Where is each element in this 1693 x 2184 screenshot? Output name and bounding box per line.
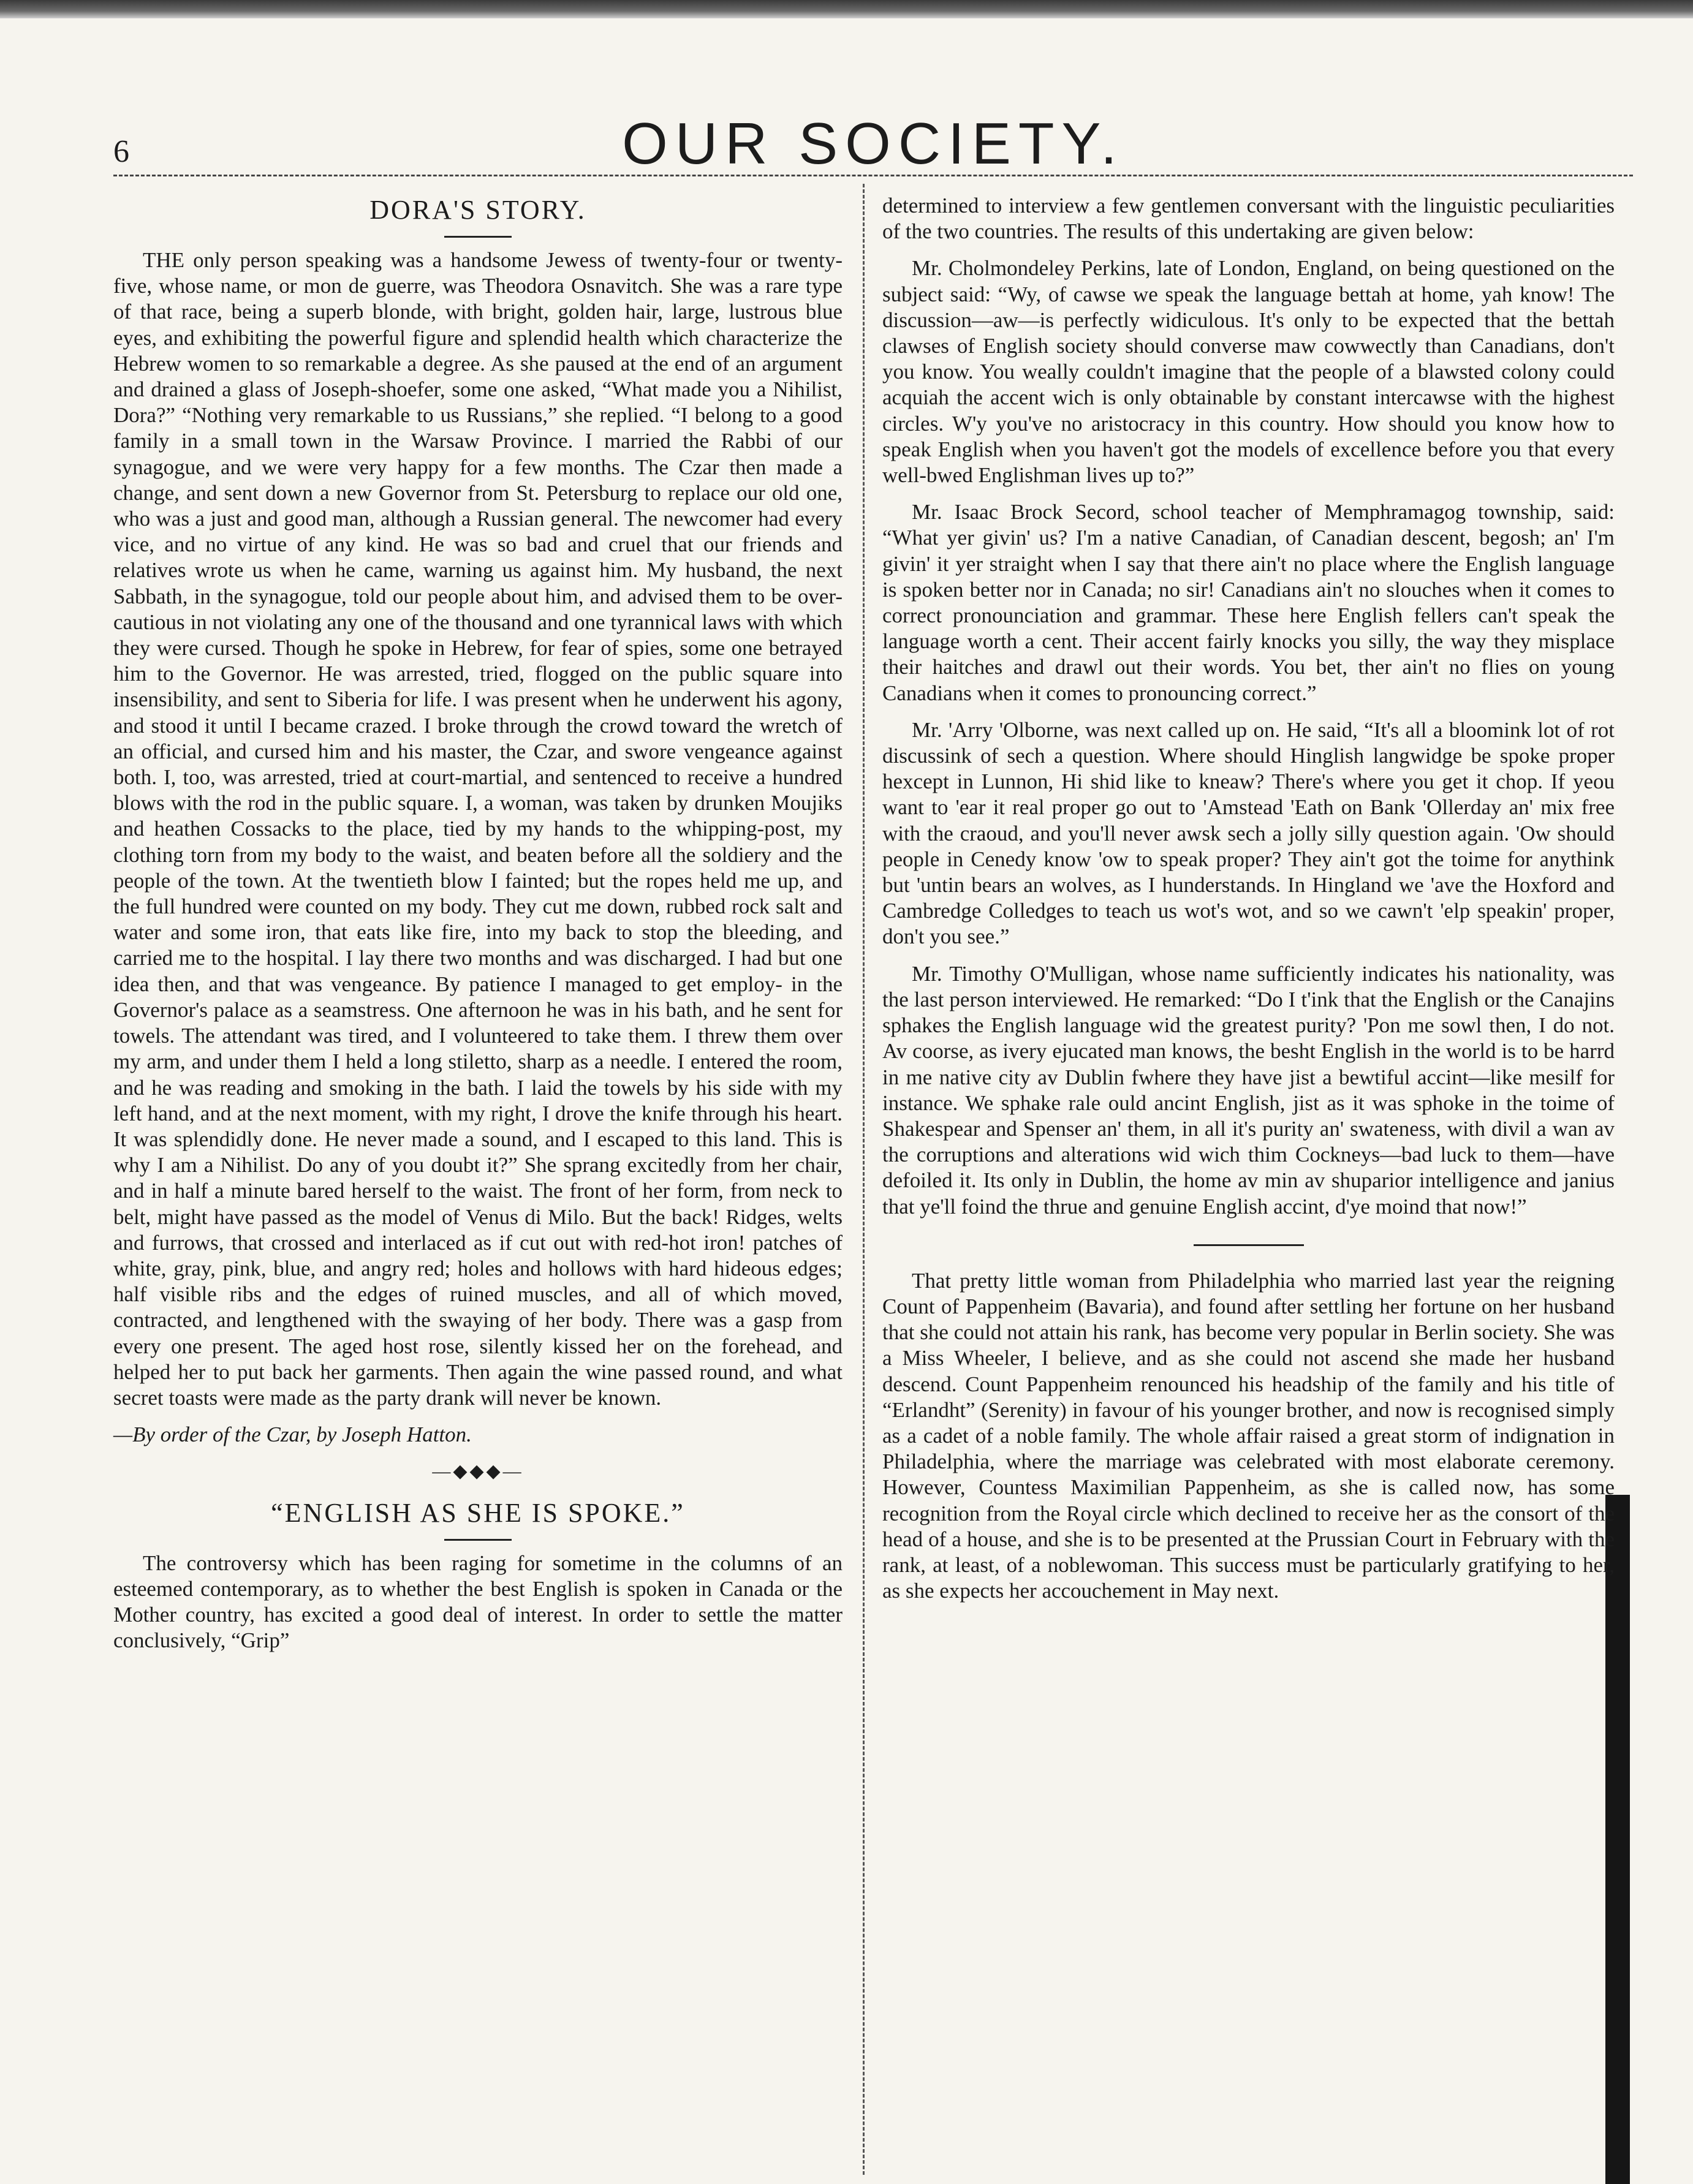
article-title-dora: DORA'S STORY. — [369, 195, 586, 225]
section-ornament: —◆◆◆— — [432, 1461, 524, 1482]
secord-paragraph: Mr. Isaac Brock Secord, school teacher of Memphramagog township, said: “What yer givin' us? I'm a native Canadian, of Canadian descent, begosh; an' I'm givin' it yer straight when I say that there ain't no place where the English language is spoken better nor in Canada; no sir! Canadians ain't no slouches when it comes to correct pronounciation and grammar. These here English fellers can't speak the language worth a cent. Their accent fairly knocks you silly, the way they misplace their haitches and drawl out their words. You bet, ther ain't no flies on young Canadians when it comes to pronouncing correct.” — [882, 500, 1615, 705]
perkins-paragraph: Mr. Cholmondeley Perkins, late of London, England, on being questioned on the subject said: “Wy, of cawse we speak the language bettah at home, yah know! The discussion—aw—is perfectly widiculous. It's only to be expected that the bettah clawses of English society should converse maw cowwectly than Canadians, don't you know. You weally couldn't imagine that the people of a blawsted colony could acquiah the accent wich is only obtainable by constant intercawse with the highest circles. W'y you've no aristocracy in this country. How should you know how to speak English when you haven't got the models of excellence before you that every well-bwed Englishman lives up to?” — [882, 256, 1615, 488]
olborne-paragraph: Mr. 'Arry 'Olborne, was next called up on. He said, “It's all a bloomink lot of rot discussink of sech a question. Where should Hinglish langwidge be spoke proper hexcept in Lunnon, Hi shid like to kneaw? There's where you get it chop. If yeou want to 'ear it real proper go out to 'Amstead 'Eath on Bank 'Ollerday an' mix free with the craoud, and you'll never awsk sech a jolly silly question again. 'Ow should people in Cenedy know 'ow to speak proper? They ain't got the toime for anythink but 'untin bears an wolves, as I hunderstands. In Hingland we 'ave the Hoxford and Cambredge Colledges to teach us wot's wot, and so we cawn't 'elp speakin' proper, don't you see.” — [882, 717, 1615, 949]
header-rule — [113, 175, 1633, 176]
masthead-title: OUR SOCIETY. — [622, 111, 1124, 176]
dora-signature: —By order of the Czar, by Joseph Hatton. — [113, 1423, 472, 1447]
pappenheim-paragraph: That pretty little woman from Philadelphia who married last year the reigning Count of Pappenheim (Bavaria), and found after settling her fortune on her husband that she could not attain his rank, has become very popular in Berlin society. She was a Miss Wheeler, I believe, and as she could not ascend she made her husband descend. Count Pappenheim renounced his headship of the family and his title of “Erlandht” (Serenity) in favour of his younger brother, and now is recognised simply as a cadet of a noble family. The whole affair raised a great storm of indignation in Philadelphia, where the marriage was celebrated with most elaborate ceremony. However, Countess Maximilian Pappenheim, as she is called now, has some recognition from the Royal circle which declined to receive her as the consort of the head of a house, and she is to be presented at the Prussian Court in February with the rank, at least, of a noblewoman. This success must be particularly gratifying to her, as she expects her accouchement in May next. — [882, 1268, 1615, 1603]
omulligan-paragraph: Mr. Timothy O'Mulligan, whose name sufficiently indicates his nationality, was the last person interviewed. He remarked: “Do I t'ink that the English or the Canajins sphakes the English language wid the greatest purity? 'Pon me sowl then, I do not. Av coorse, as ivery ejucated man knows, the besht English in the world is to be harrd in me native city av Dublin fwhere they have jist a bewtiful accint—like mesilf for instance. We sphake rale ould ancint English, jist as it was sphoke in the toime of Shakespear and Spenser an' them, in all it's purity an' swateness, with divil a wan av the corruptions and alterations wid wich thim Cockneys—bad luck to them—have defoiled it. Its only in Dublin, the home av min av shuparior intelligence and janius that ye'll foind the thrue and genuine English accint, d'ye moind that now!” — [882, 961, 1615, 1219]
english-intro-continued: determined to interview a few gentlemen conversant with the linguistic peculiarities of the two countries. The results of this undertaking are given below: — [882, 194, 1615, 244]
page-header — [113, 110, 1633, 178]
scan-top-edge — [0, 0, 1693, 18]
left-column — [113, 193, 843, 1664]
column-divider — [863, 184, 865, 2175]
title-underline — [444, 1539, 512, 1541]
english-intro-paragraph: The controversy which has been raging for sometime in the columns of an esteemed contemporary, as to whether the best English is spoken in Canada or the Mother country, has excited a good deal of interest. In order to settle the matter conclusively, “Grip” — [113, 1551, 843, 1653]
page-number: 6 — [113, 134, 129, 169]
article-title-english: “ENGLISH AS SHE IS SPOKE.” — [271, 1497, 685, 1528]
title-underline — [444, 236, 512, 238]
right-column — [882, 193, 1615, 1615]
section-separator — [1194, 1244, 1304, 1246]
dora-paragraph: THE only person speaking was a handsome Jewess of twenty-four or twenty-five, whose name, or mon de guerre, was Theodora Osnavitch. She was a rare type of that race, being a superb blonde, with bright, golden hair, large, lustrous blue eyes, and exhibiting the powerful figure and splendid health which characterize the Hebrew women to so remarkable a degree. As she paused at the end of an argument and drained a glass of Joseph-shoefer, some one asked, “What made you a Nihilist, Dora?” “Nothing very remarkable to us Russians,” she replied. “I belong to a good family in a small town in the Warsaw Province. I married the Rabbi of our synagogue, and we were very happy for a few months. The Czar then made a change, and sent down a new Governor from St. Petersburg to replace our old one, who was a just and good man, although a Russian general. The newcomer had every vice, and no virtue of any kind. He was so bad and cruel that our friends and relatives wrote us when he came, warning us against him. My husband, the next Sabbath, in the synagogue, told our people about him, and advised them to be over-cautious in not violating any one of the thousand and one tyrannical laws with which they were cursed. Though he spoke in Hebrew, for fear of spies, some one betrayed him to the Governor. He was arrested, tried, flogged on the public square into insensibility, and sent to Siberia for life. I was present when he underwent his agony, and stood it until I became crazed. I broke through the crowd toward the wretch of an official, and cursed him and his master, the Czar, and swore vengeance against both. I, too, was arrested, tried at court-martial, and sentenced to receive a hundred blows with the rod in the public square. I, a woman, was taken by drunken Moujiks and heathen Cossacks to the place, tied by my hands to the whipping-post, my clothing torn from my body to the waist, and beaten before all the soldiery and the people of the town. At the twentieth blow I fainted; but the ropes held me up, and the full hundred were counted on my body. They cut me down, rubbed rock salt and water and some iron, that eats like fire, into my back to stop the bleeding, and carried me to the hospital. I lay there two months and was discharged. I had but one idea then, and that was vengeance. By patience I managed to get employ- in the Governor's palace as a seamstress. One afternoon he was in his bath, and he sent for towels. The attendant was tired, and I volunteered to take them. I threw them over my arm, and under them I held a long stiletto, sharp as a needle. I entered the room, and he was reading and smoking in the bath. I laid the towels by his side with my left hand, and at the next moment, with my right, I drove the knife through his heart. It was splendidly done. He never made a sound, and I escaped to this land. This is why I am a Nihilist. Do any of you doubt it?” She sprang excitedly from her chair, and in half a minute bared herself to the waist. The front of her form, from neck to belt, might have passed as the model of Venus di Milo. But the back! Ridges, welts and furrows, that crossed and interlaced as if cut out with red-hot iron! patches of white, gray, pink, blue, and angry red; holes and hollows with hard hideous edges; half visible ribs and the edges of ruined muscles, and all of which moved, contracted, and lengthened with the swaying of her body. There was a gasp from every one present. The aged host rose, silently kissed her on the forehead, and helped her to put back her garments. Then again the wine passed round, and what secret toasts were made as the party drank will never be known. — [113, 248, 843, 1410]
